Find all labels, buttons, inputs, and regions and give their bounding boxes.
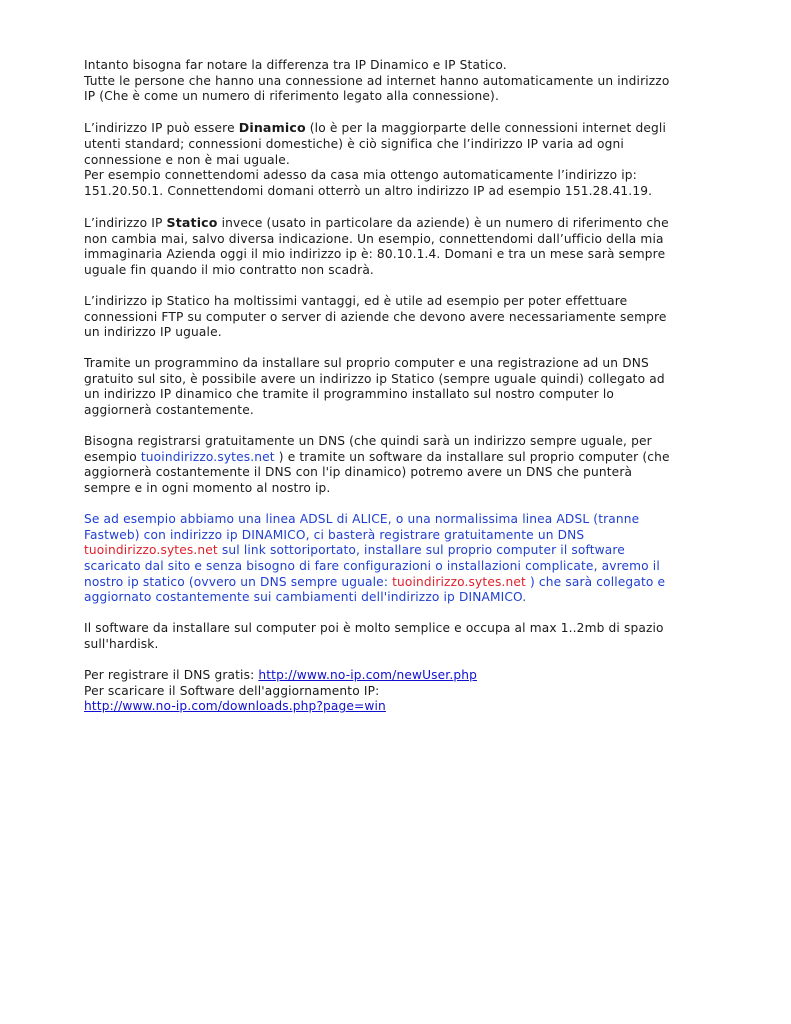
text-line: uguale fin quando il mio contratto non scadrà. [84, 262, 374, 277]
text-line: utenti standard; connessioni domestiche) è ciò significa che l’indirizzo IP varia ad ogni [84, 136, 624, 151]
text-line: Bisogna registrarsi gratuitamente un DNS (che quindi sarà un indirizzo sempre uguale, per [84, 434, 652, 449]
text-line: non cambia mai, salvo diversa indicazione. Un esempio, connettendomi dall’ufficio della mia [84, 231, 664, 246]
text-fragment: sul link sottoriportato, installare sul proprio computer il software [217, 543, 625, 558]
static-advantages-paragraph [84, 294, 704, 341]
bold-term-dinamico: Dinamico [238, 120, 306, 136]
text-line: connessione e non è mai uguale. [84, 152, 290, 167]
text-line: Il software da installare sul computer poi è molto semplice e occupa al max 1..2mb di spazio [84, 621, 664, 636]
program-paragraph [84, 356, 704, 418]
text-line [84, 543, 704, 559]
text-fragment: invece (usato in particolare da aziende) è un numero di riferimento che [217, 215, 669, 230]
text-line: sull'hardisk. [84, 636, 159, 651]
text-line: Intanto bisogna far notare la differenza tra IP Dinamico e IP Statico. [84, 58, 507, 72]
adsl-example-paragraph [84, 512, 704, 606]
text-line: Per esempio connettendomi adesso da casa mia ottengo automaticamente l’indirizzo ip: [84, 168, 637, 183]
text-fragment: esempio [84, 449, 141, 464]
dynamic-ip-paragraph [84, 120, 704, 199]
text-fragment: nostro ip statico (ovvero un DNS sempre uguale: [84, 574, 393, 589]
text-fragment: ) che sarà collegato e [525, 574, 666, 589]
download-software-link[interactable]: http://www.no-ip.com/downloads.php?page=win [84, 699, 386, 714]
static-ip-paragraph [84, 215, 704, 278]
text-fragment: Per registrare il DNS gratis: [84, 668, 259, 683]
example-domain: tuoindirizzo.sytes.net [392, 574, 526, 589]
dns-paragraph [84, 434, 704, 496]
text-line [84, 668, 704, 684]
text-line: sempre e in ogni momento al nostro ip. [84, 481, 331, 496]
text-line: gratuito sul sito, è possibile avere un indirizzo ip Statico (sempre uguale quindi) collegato ad [84, 371, 665, 386]
text-line [84, 575, 704, 591]
text-line: immaginaria Azienda oggi il mio indirizzo ip è: 80.10.1.4. Domani e tra un mese sarà sempre [84, 247, 666, 262]
bold-term-statico: Statico [166, 214, 218, 230]
text-line: Tramite un programmino da installare sul proprio computer e una registrazione ad un DNS [84, 356, 649, 371]
text-line [84, 215, 704, 232]
text-fragment: L’indirizzo IP [84, 215, 167, 230]
text-line: un indirizzo IP dinamico che tramite il programmino installato sul nostro computer lo [84, 387, 614, 402]
text-line: Fastweb) con indirizzo ip DINAMICO, ci basterà registrare gratuitamente un DNS [84, 527, 585, 542]
text-line: aggiornato costantemente sui cambiamenti dell'indirizzo ip DINAMICO. [84, 590, 527, 605]
example-domain: tuoindirizzo.sytes.net [140, 449, 275, 464]
document-page [84, 58, 704, 731]
text-line: Tutte le persone che hanno una connessione ad internet hanno automaticamente un indirizzo [84, 73, 670, 88]
text-line: un indirizzo IP uguale. [84, 325, 222, 340]
text-line: 151.20.50.1. Connettendomi domani otterrò un altro indirizzo IP ad esempio 151.28.41.19. [84, 183, 653, 198]
links-paragraph [84, 668, 704, 715]
text-line [84, 450, 704, 466]
text-line: aggiornerà costantemente. [84, 403, 254, 418]
software-size-paragraph [84, 621, 704, 652]
text-line: IP (Che è come un numero di riferimento legato alla connessione). [84, 89, 499, 104]
text-line: aggiornerà costantemente il DNS con l'ip dinamico) potremo avere un DNS che punterà [84, 465, 633, 480]
register-dns-link[interactable]: http://www.no-ip.com/newUser.php [258, 668, 478, 683]
example-domain: tuoindirizzo.sytes.net [84, 543, 218, 558]
text-line [84, 699, 704, 715]
text-line: scaricato dal sito e senza bisogno di fare configurazioni o installazioni complicate, avremo il [84, 559, 660, 573]
text-fragment: ) e tramite un software da installare sul proprio computer (che [274, 449, 670, 464]
text-fragment: (lo è per la maggiorparte delle connessioni internet degli [305, 121, 667, 136]
intro-paragraph [84, 58, 704, 105]
text-line: Se ad esempio abbiamo una linea ADSL di ALICE, o una normalissima linea ADSL (tranne [84, 512, 640, 527]
text-line [84, 120, 704, 137]
text-line: connessioni FTP su computer o server di aziende che devono avere necessariamente sempre [84, 309, 667, 324]
text-line: L’indirizzo ip Statico ha moltissimi vantaggi, ed è utile ad esempio per poter effettuare [84, 293, 628, 308]
text-fragment: L’indirizzo IP può essere [84, 121, 239, 136]
text-line: Per scaricare il Software dell'aggiornamento IP: [84, 683, 380, 698]
